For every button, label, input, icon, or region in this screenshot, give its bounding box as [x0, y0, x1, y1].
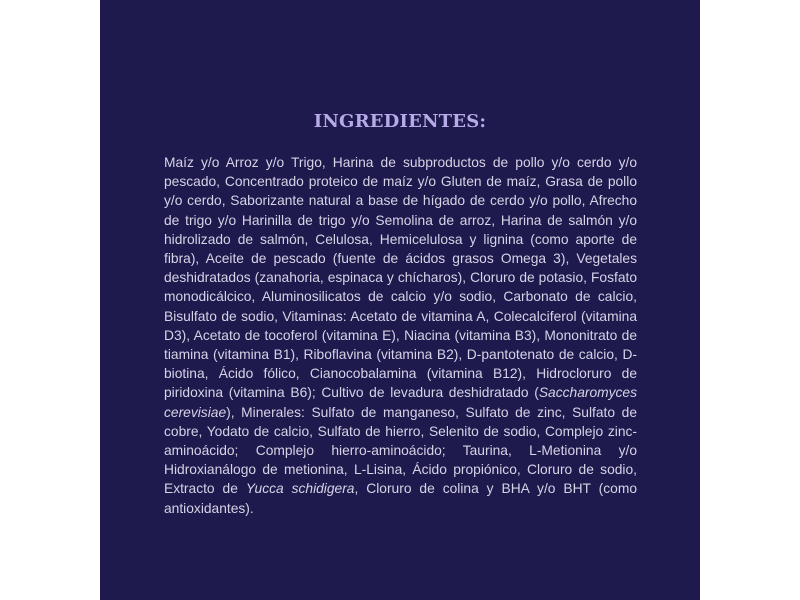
ingredients-text-part-3: , Cloruro de colina y BHA y/o BHT (como antioxidantes).: [164, 481, 637, 516]
ingredients-species-yucca: Yucca schidigera: [245, 481, 355, 497]
ingredients-title: INGREDIENTES:: [313, 111, 487, 132]
ingredients-text: [164, 153, 637, 518]
ingredients-text-part-2: ), Minerales: Sulfato de manganeso, Sulfato de zinc, Sulfato de cobre, Yodato de calcio, Sulfato de hierro, Selenito de sodio, Complejo zinc-aminoácido; Complejo hierro-aminoácido; Taurina, L-Metionina y/o Hidroxianálogo de metionina, L-Lisina, Ácido propiónico, Cloruro de sodio, Extracto de: [164, 404, 637, 497]
ingredients-text-part-1: Maíz y/o Arroz y/o Trigo, Harina de subproductos de pollo y/o cerdo y/o pescado, Concentrado proteico de maíz y/o Gluten de maíz, Grasa de pollo y/o cerdo, Saborizante natural a base de hígado de cerdo y/o pollo, Afrecho de trigo y/o Harinilla de trigo y/o Semolina de arroz, Harina de salmón y/o hidrolizado de salmón, Celulosa, Hemicelulosa y lignina (como aporte de fibra), Aceite de pescado (fuente de ácidos grasos Omega 3), Vegetales deshidratados (zanahoria, espinaca y chícharos), Cloruro de potasio, Fosfato monodicálcico, Aluminosilicatos de calcio y/o sodio, Carbonato de calcio, Bisulfato de sodio, Vitaminas: Acetato de vitamina A, Colecalciferol (vitamina D3), Acetato de tocoferol (vitamina E), Niacina (vitamina B3), Mononitrato de tiamina (vitamina B1), Riboflavina (vitamina B2), D-pantotenato de calcio, D-biotina, Ácido fólico, Cianocobalamina (vitamina B12), Hidrocloruro de piridoxina (vitamina B6); Cultivo de levadura deshidratado (: [164, 155, 637, 401]
ingredients-species-saccharomyces: Saccharomyces cerevisiae: [164, 385, 637, 420]
ingredients-panel: [100, 0, 700, 600]
